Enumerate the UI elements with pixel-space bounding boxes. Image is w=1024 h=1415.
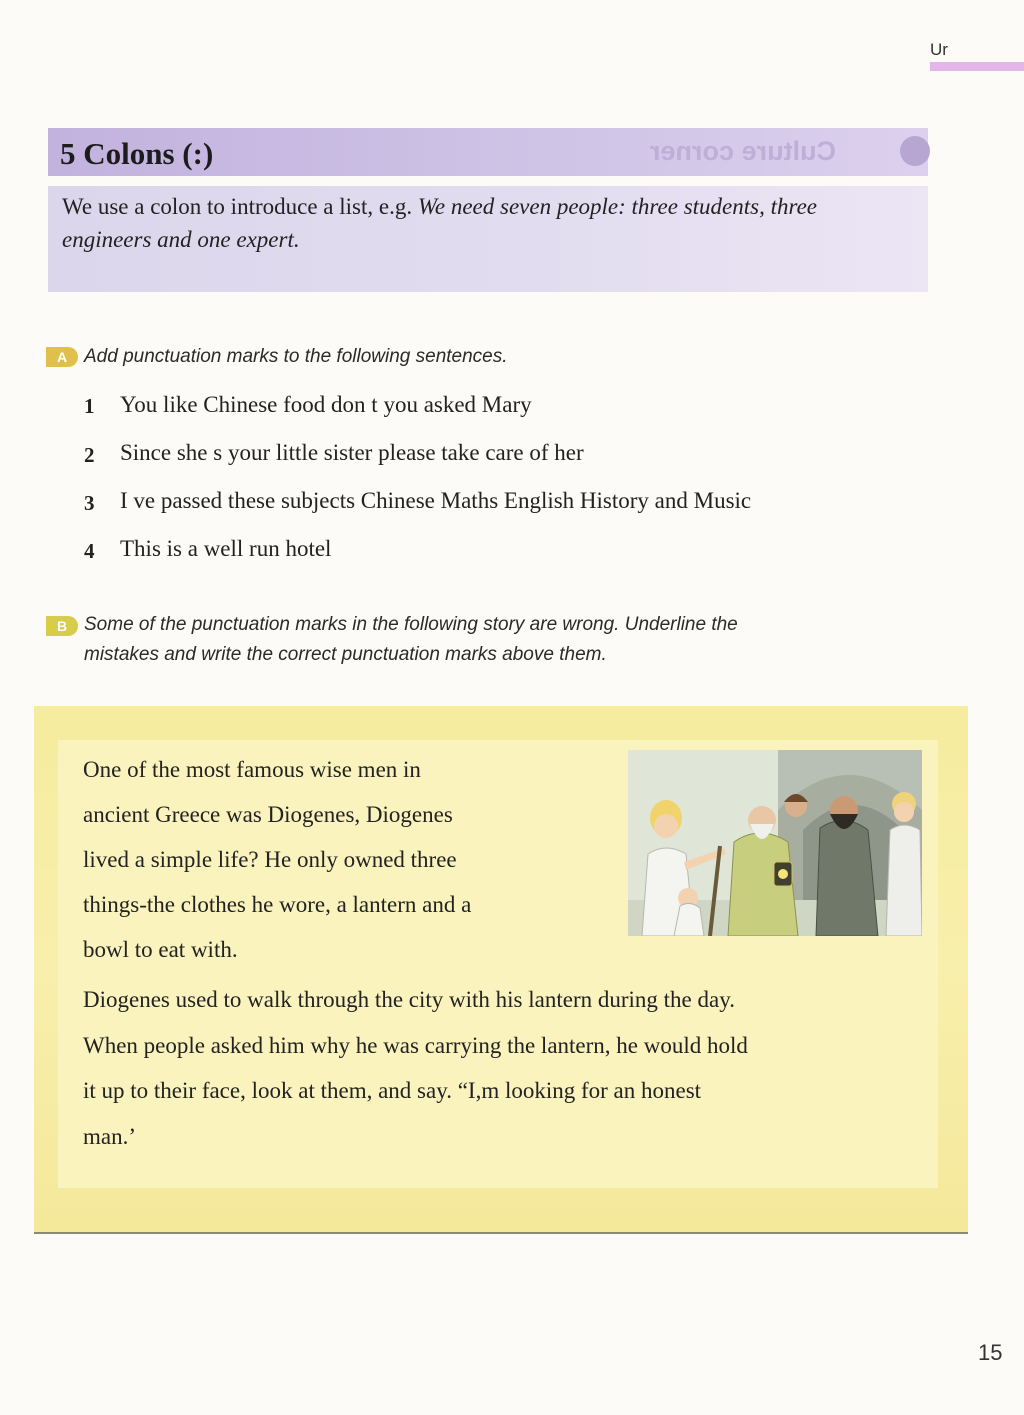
question-text: This is a well run hotel bbox=[120, 536, 332, 561]
show-through-icon bbox=[900, 136, 930, 166]
question-number: 2 bbox=[84, 443, 95, 467]
exercise-b-badge: B bbox=[46, 616, 78, 636]
exercise-b-instruction bbox=[84, 610, 924, 670]
question-text: I ve passed these subjects Chinese Maths English History and Music bbox=[120, 488, 752, 513]
question-number: 4 bbox=[84, 539, 95, 563]
story-line: ancient Greece was Diogenes, Diogenes bbox=[83, 802, 453, 827]
story-line: bowl to eat with. bbox=[83, 937, 238, 962]
rule-prefix: We use a colon to introduce a list, e.g. bbox=[62, 194, 418, 219]
instruction-line: Some of the punctuation marks in the following story are wrong. Underline the bbox=[84, 614, 738, 635]
instruction-line: mistakes and write the correct punctuation marks above them. bbox=[84, 644, 607, 665]
story-line: man.’ bbox=[83, 1124, 137, 1149]
page-number: 15 bbox=[978, 1340, 1003, 1365]
exercise-a-instruction: Add punctuation marks to the following sentences. bbox=[84, 346, 508, 367]
story-line: Diogenes used to walk through the city with his lantern during the day. bbox=[83, 987, 735, 1012]
rule-example: We need seven people: three students, three engineers and one expert. bbox=[62, 194, 817, 252]
question-text: You like Chinese food don t you asked Mary bbox=[120, 392, 532, 417]
story-line: it up to their face, look at them, and say. “I,m looking for an honest bbox=[83, 1078, 702, 1103]
question-number: 1 bbox=[84, 394, 95, 418]
diogenes-with-lantern-illustration bbox=[628, 750, 922, 936]
section-title: 5 Colons (:) bbox=[60, 136, 214, 171]
show-through-title: Culture corner bbox=[650, 136, 837, 166]
unit-color-bar bbox=[930, 62, 1024, 71]
rule-text bbox=[62, 190, 862, 256]
story-line: lived a simple life? He only owned three bbox=[83, 847, 457, 872]
exercise-a-badge: A bbox=[46, 347, 78, 367]
unit-tag: Ur bbox=[930, 40, 948, 59]
question-text: Since she s your little sister please take care of her bbox=[120, 440, 584, 465]
story-line: One of the most famous wise men in bbox=[83, 757, 421, 782]
question-number: 3 bbox=[84, 491, 95, 515]
story-line: When people asked him why he was carrying the lantern, he would hold bbox=[83, 1033, 748, 1058]
story-line: things-the clothes he wore, a lantern and a bbox=[83, 892, 472, 917]
